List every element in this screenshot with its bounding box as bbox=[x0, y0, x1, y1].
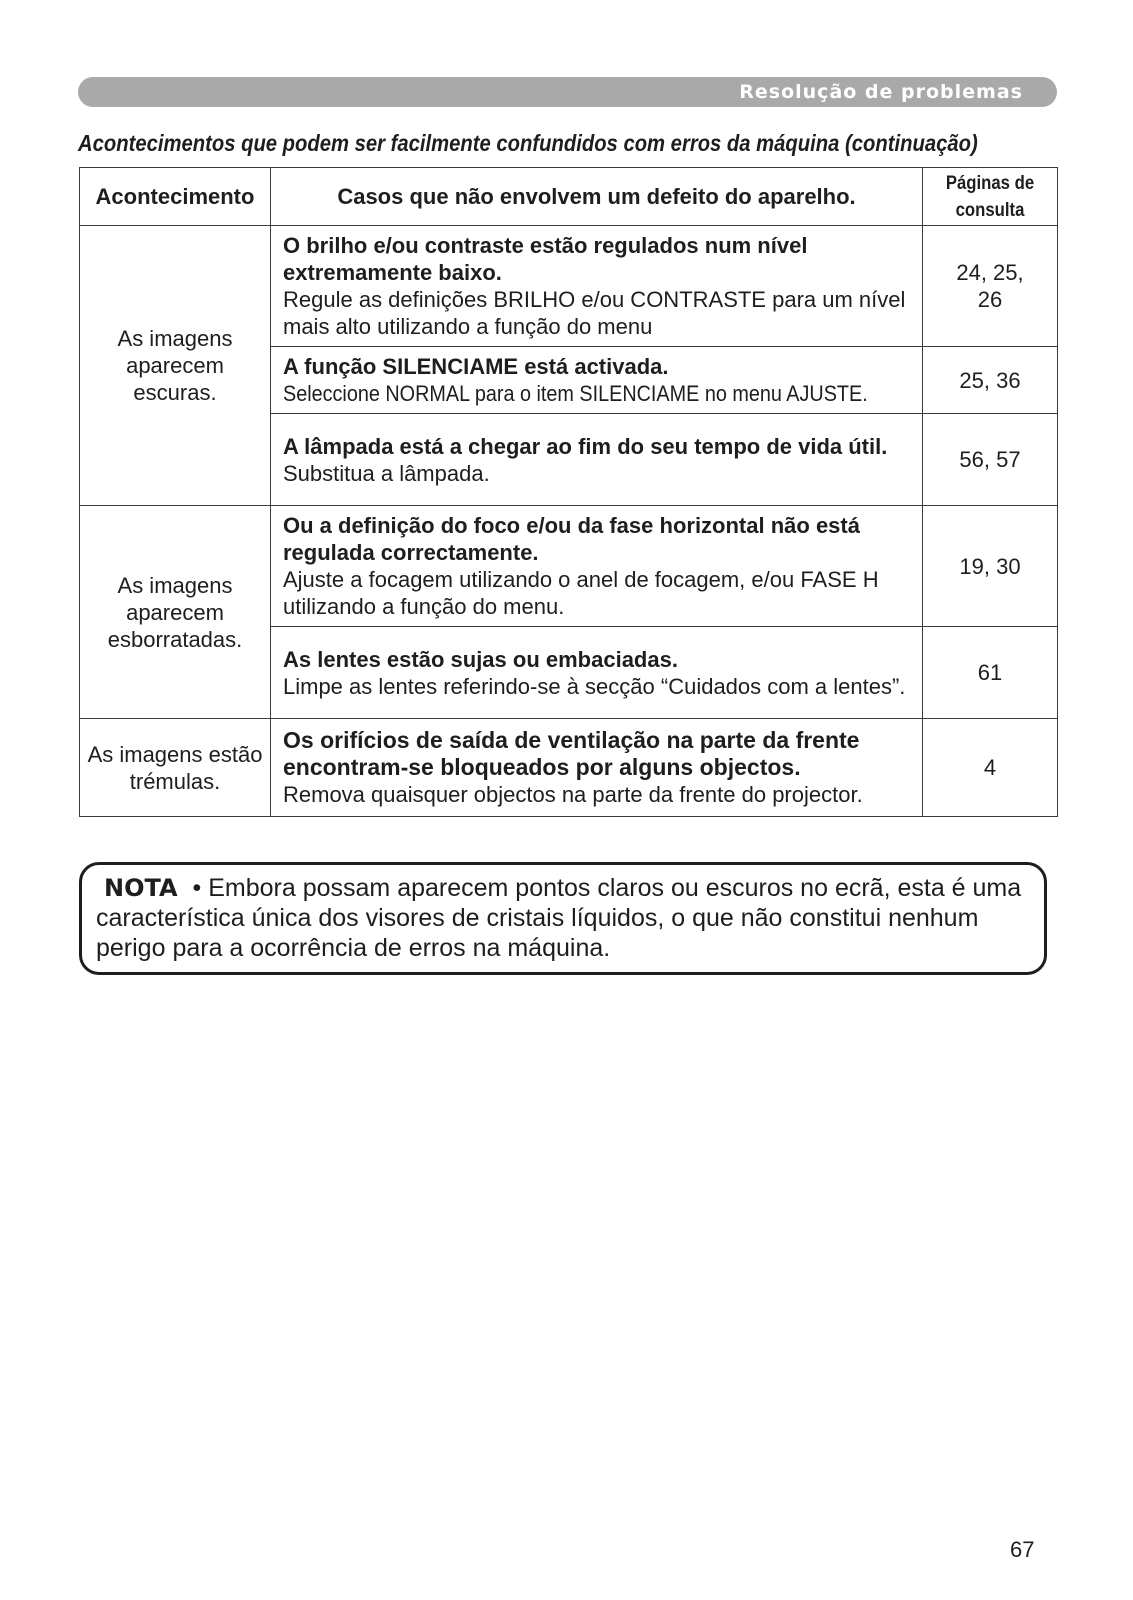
case-title: Ou a definição do foco e/ou da fase horizontal não está regulada correctamente. bbox=[283, 513, 860, 565]
note-box bbox=[79, 862, 1047, 975]
section-header-bar bbox=[78, 77, 1057, 107]
event-cell: As imagens estão trémulas. bbox=[80, 719, 271, 817]
case-cell bbox=[271, 627, 923, 719]
case-title: O brilho e/ou contraste estão regulados num nível extremamente baixo. bbox=[283, 233, 808, 285]
case-solution: Ajuste a focagem utilizando o anel de focagem, e/ou FASE H utilizando a função do menu. bbox=[283, 567, 879, 619]
troubleshooting-table bbox=[79, 167, 1058, 817]
event-cell: As imagens aparecem escuras. bbox=[80, 226, 271, 506]
case-title: Os orifícios de saída de ventilação na parte da frente encontram-se bloqueados por alguns objectos. bbox=[283, 727, 860, 780]
pages-cell: 25, 36 bbox=[923, 347, 1058, 414]
case-title: As lentes estão sujas ou embaciadas. bbox=[283, 646, 678, 672]
section-header-label: Resolução de problemas bbox=[739, 81, 1023, 103]
event-cell: As imagens aparecem esborratadas. bbox=[80, 506, 271, 719]
section-title: Acontecimentos que podem ser facilmente confundidos com erros da máquina (continuação) bbox=[78, 130, 978, 156]
pages-cell: 19, 30 bbox=[923, 506, 1058, 627]
pages-cell: 4 bbox=[923, 719, 1058, 817]
column-header-event: Acontecimento bbox=[80, 168, 271, 226]
table-row bbox=[80, 719, 1058, 817]
table-row bbox=[80, 226, 1058, 347]
note-label: NOTA bbox=[104, 874, 178, 902]
pages-cell: 61 bbox=[923, 627, 1058, 719]
pages-cell: 56, 57 bbox=[923, 414, 1058, 506]
case-cell bbox=[271, 414, 923, 506]
case-solution: Regule as definições BRILHO e/ou CONTRASTE para um nível mais alto utilizando a função do menu bbox=[283, 287, 906, 339]
table-header-row bbox=[80, 168, 1058, 226]
case-cell bbox=[271, 347, 923, 414]
column-header-cases: Casos que não envolvem um defeito do aparelho. bbox=[271, 168, 923, 226]
note-text: • Embora possam aparecem pontos claros ou escuros no ecrã, esta é uma característica única dos visores de cristais líquidos, o que não constitui nenhum perigo para a ocorrência de erros na máquina. bbox=[96, 874, 1022, 962]
case-cell bbox=[271, 506, 923, 627]
page-number: 67 bbox=[1010, 1537, 1035, 1562]
case-solution: Remova quaisquer objectos na parte da frente do projector. bbox=[283, 782, 863, 807]
case-solution: Seleccione NORMAL para o item SILENCIAME no menu AJUSTE. bbox=[283, 381, 868, 406]
case-solution: Substitua a lâmpada. bbox=[283, 460, 490, 486]
case-cell bbox=[271, 226, 923, 347]
table-row bbox=[80, 506, 1058, 627]
case-title: A função SILENCIAME está activada. bbox=[283, 354, 669, 379]
column-header-pages-line1: Páginas de bbox=[945, 172, 1035, 194]
column-header-pages-line2: consulta bbox=[955, 199, 1025, 221]
pages-cell: 24, 25, 26 bbox=[923, 226, 1058, 347]
case-solution: Limpe as lentes referindo-se à secção “Cuidados com a lentes”. bbox=[283, 673, 906, 699]
case-cell bbox=[271, 719, 923, 817]
column-header-pages bbox=[923, 168, 1058, 226]
case-title: A lâmpada está a chegar ao fim do seu tempo de vida útil. bbox=[283, 433, 888, 459]
